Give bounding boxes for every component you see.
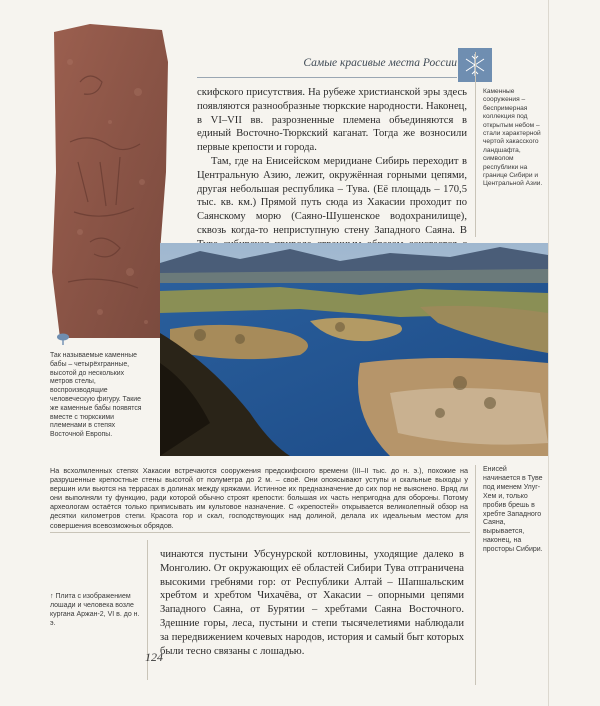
stone-stele-photo [50,22,170,340]
header-rule [197,77,457,78]
arrow-up-icon: ↑ [50,593,56,600]
tree-icon [56,332,70,346]
photo-caption-yenisei: Енисей начинается в Туве под именем Улуг-Хем и, только пробив брешь в хребте Западного Саяна, вырывается, наконец, на просторы Сибири. [483,466,543,554]
column-rule-right-lower [475,465,476,685]
side-note-stone-structures: Каменные сооружения – беспримерная коллекция под открытым небом – стали характерной чертой хакасского ландшафта, символом республики на границе Сибири и Центральной Азии. [483,88,543,188]
landscape-photo [160,243,548,456]
page-number: 124 [145,650,163,664]
paragraph: Там, где на Енисейском меридиане Сибирь переходит в Центральную Азию, лежит, окружённая горными цепями, другая небольшая республика – Тува. (Её площадь – 170,5 тыс. кв. км.) Прямой путь сюда из Хакасии проходит по Саянскому морю (Саяно-Шушенское водохранилище), сквозь когда-то неприступную стену Западного Саяна. В [197,155,467,236]
side-note-stone-babas: Так называемые каменные бабы – четырёхгранные, высотой до нескольких метров стелы, воспроизводящие человеческую фигуру. Такие же каменные бабы появятся вместе с тюркскими племенами в степях Восточной Европы. [50,352,142,439]
side-note-horse-slab [50,593,142,629]
photo-caption-fortresses: На всхолмленных степях Хакасии встречаются сооружения предскифского времени (III–II тыс. до н. э.), похожие на разрушенные крепостные стены высотой от полуметра до 2 м. – своё. Они опоясывают уступы и скальные выходы у вершин или вьются на террасах в долинах между кряжами. Истинное их предназначение до сих пор не выяснено. Вряд ли они выполняли ту функцию, ради которой обычно строят крепости: большая их часть непригодна для обороны. Потому археологам остаётся только приписывать им культовое назначение. С «крепостей» открывается великолепный обзор на десятки километров степи. Красота гор и скал, господствующих над долиной, делала их идеальным местом для совершения всевозможных обрядов. [50,466,468,530]
running-header-title: Самые красивые места России [303,57,457,69]
side-note-horse-slab-text: Плита с изображением лошади и человека возле кургана Аржан-2, VI в. до н. э. [50,593,140,627]
column-rule-right [475,52,476,237]
caption-rule [50,532,470,533]
spine-rule [548,0,549,706]
body-text-bottom: чинаются пустыни Убсунурской котловины, уходящие далеко в Монголию. От окружающих её областей Сибири Тува отграничена высокими гребнями гор: от Республики Алтай – Шапшальским хребтом и хребтом Чихачёва, от Хакасии – опорными цепями Западного Саяна, от Бурятии – хребтами Саяна Восточного. Здешние горы, леса, пустыни и степи тысячелетиями наблюдали за передвижением кочевых народов, история и самый быт которых были тесно связаны с лошадью. [160,549,464,657]
paragraph: скифского присутствия. На рубеже христианской эры здесь появляются разнообразные тюркские народности. Наконец, в VI–VII вв. разрозненные племена объединяются в единый Восточно-Тюркский каганат. Тогда же возносили первые крепости и города. [197,87,467,154]
